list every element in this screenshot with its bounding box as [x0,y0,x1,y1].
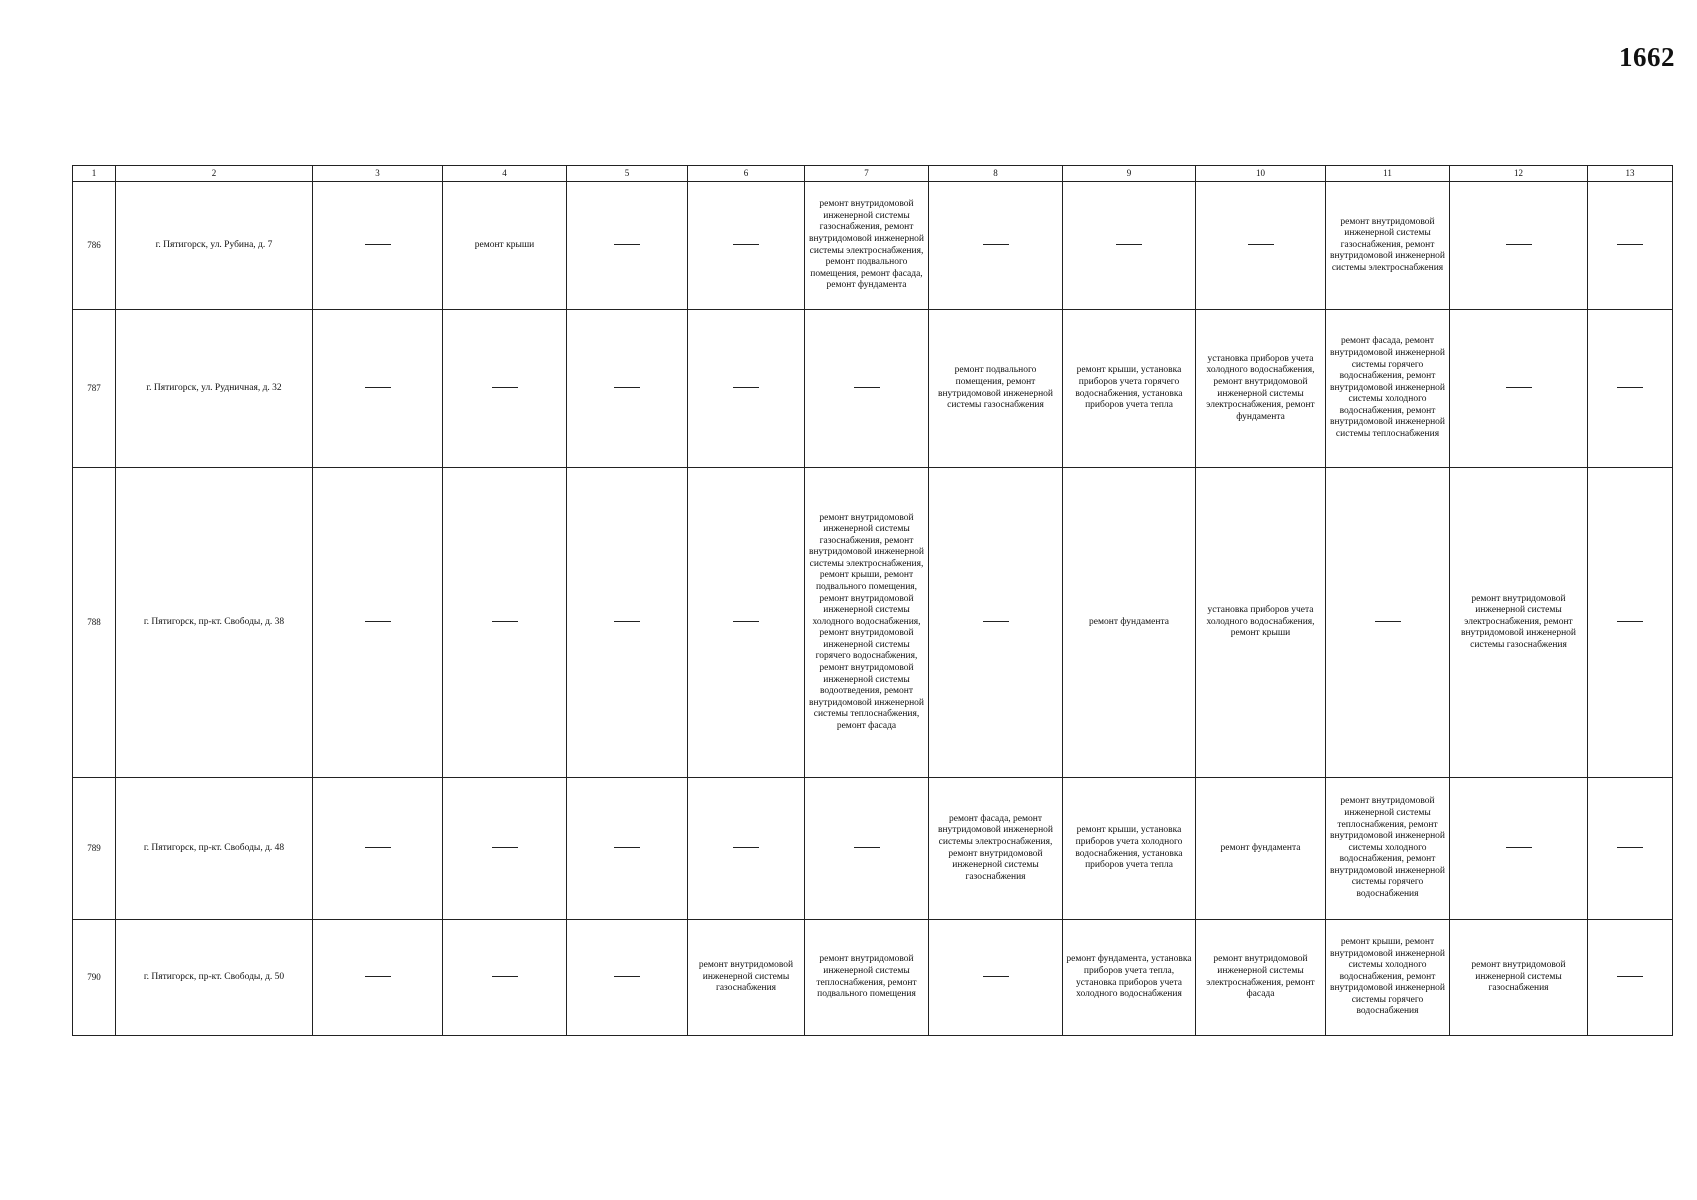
column-header: 10 [1196,166,1326,182]
dash-mark [733,387,759,388]
work-cell [688,310,805,468]
work-cell: ремонт внутридомовой инженерной системы электроснабжения, ремонт внутридомовой инженерной системы газоснабжения [1450,468,1588,778]
work-cell [567,310,688,468]
work-cell [313,310,443,468]
dash-mark [614,244,640,245]
dash-mark [1617,621,1643,622]
work-cell: ремонт подвального помещения, ремонт внутридомовой инженерной системы газоснабжения [929,310,1063,468]
work-cell [567,920,688,1036]
work-cell [1450,778,1588,920]
table-row [73,310,1673,468]
row-number: 788 [73,468,116,778]
work-cell: ремонт внутридомовой инженерной системы теплоснабжения, ремонт подвального помещения [805,920,929,1036]
work-cell [929,468,1063,778]
dash-mark [365,621,391,622]
work-cell: установка приборов учета холодного водоснабжения, ремонт внутридомовой инженерной системы электроснабжения, ремонт фундамента [1196,310,1326,468]
work-cell [805,310,929,468]
work-cell [313,182,443,310]
column-number-row [73,166,1673,182]
work-cell: ремонт внутридомовой инженерной системы теплоснабжения, ремонт внутридомовой инженерной системы холодного водоснабжения, ремонт внутридомовой инженерной системы горячего водоснабжения [1326,778,1450,920]
work-cell [688,778,805,920]
work-cell [688,182,805,310]
row-address: г. Пятигорск, пр-кт. Свободы, д. 50 [116,920,313,1036]
work-cell: ремонт фундамента [1063,468,1196,778]
work-cell [313,468,443,778]
column-header: 2 [116,166,313,182]
column-header: 8 [929,166,1063,182]
dash-mark [365,976,391,977]
work-cell [1588,920,1673,1036]
row-address: г. Пятигорск, пр-кт. Свободы, д. 48 [116,778,313,920]
row-address: г. Пятигорск, ул. Рудничная, д. 32 [116,310,313,468]
row-address: г. Пятигорск, пр-кт. Свободы, д. 38 [116,468,313,778]
dash-mark [733,621,759,622]
work-cell: ремонт внутридомовой инженерной системы газоснабжения [688,920,805,1036]
work-cell [313,778,443,920]
work-cell [1326,468,1450,778]
work-cell [1450,310,1588,468]
work-cell [567,468,688,778]
table-row [73,920,1673,1036]
work-cell [1450,182,1588,310]
work-cell [567,182,688,310]
work-cell: ремонт фасада, ремонт внутридомовой инженерной системы горячего водоснабжения, ремонт внутридомовой инженерной системы холодного водоснабжения, ремонт внутридомовой инженерной системы теплоснабжения [1326,310,1450,468]
work-cell: ремонт крыши, установка приборов учета холодного водоснабжения, установка приборов учета тепла [1063,778,1196,920]
work-cell [1588,778,1673,920]
table-row [73,468,1673,778]
work-cell [1196,182,1326,310]
dash-mark [1506,387,1532,388]
page-number: 1662 [1619,42,1675,72]
work-cell [443,920,567,1036]
work-cell: ремонт внутридомовой инженерной системы электроснабжения, ремонт фасада [1196,920,1326,1036]
repair-schedule-table [72,165,1673,1036]
work-cell [1588,310,1673,468]
dash-mark [1506,244,1532,245]
work-cell [313,920,443,1036]
dash-mark [614,621,640,622]
work-cell: ремонт внутридомовой инженерной системы газоснабжения, ремонт внутридомовой инженерной системы электроснабжения [1326,182,1450,310]
work-cell: ремонт крыши, установка приборов учета горячего водоснабжения, установка приборов учета тепла [1063,310,1196,468]
column-header: 11 [1326,166,1450,182]
dash-mark [614,847,640,848]
work-cell: ремонт крыши [443,182,567,310]
dash-mark [492,621,518,622]
work-cell: ремонт фундамента [1196,778,1326,920]
row-address: г. Пятигорск, ул. Рубина, д. 7 [116,182,313,310]
work-cell [443,310,567,468]
dash-mark [854,847,880,848]
dash-mark [492,847,518,848]
work-cell: ремонт внутридомовой инженерной системы газоснабжения [1450,920,1588,1036]
row-number: 790 [73,920,116,1036]
dash-mark [983,244,1009,245]
dash-mark [1617,387,1643,388]
dash-mark [1116,244,1142,245]
dash-mark [854,387,880,388]
work-cell [688,468,805,778]
work-cell: ремонт внутридомовой инженерной системы газоснабжения, ремонт внутридомовой инженерной системы электроснабжения, ремонт крыши, ремонт подвального помещения, ремонт внутридомовой инженерной системы холодного водоснабжения, ремонт внутридомовой инженерной системы горячего водоснабжения, ремонт внутридомовой инженерной системы водоотведения, ремонт внутридомовой инженерной системы теплоснабжения, ремонт фасада [805,468,929,778]
column-header: 7 [805,166,929,182]
work-cell [805,778,929,920]
dash-mark [365,244,391,245]
dash-mark [1617,976,1643,977]
work-cell: ремонт крыши, ремонт внутридомовой инженерной системы холодного водоснабжения, ремонт внутридомовой инженерной системы горячего водоснабжения [1326,920,1450,1036]
work-cell: установка приборов учета холодного водоснабжения, ремонт крыши [1196,468,1326,778]
column-header: 6 [688,166,805,182]
row-number: 786 [73,182,116,310]
table-row [73,778,1673,920]
column-header: 12 [1450,166,1588,182]
dash-mark [492,976,518,977]
dash-mark [1506,847,1532,848]
dash-mark [614,387,640,388]
table-row [73,182,1673,310]
dash-mark [492,387,518,388]
dash-mark [1617,847,1643,848]
column-header: 5 [567,166,688,182]
dash-mark [983,976,1009,977]
work-cell [929,182,1063,310]
dash-mark [983,621,1009,622]
dash-mark [1248,244,1274,245]
dash-mark [733,847,759,848]
work-cell [567,778,688,920]
dash-mark [365,847,391,848]
work-cell [1588,468,1673,778]
work-cell [1588,182,1673,310]
column-header: 1 [73,166,116,182]
work-cell: ремонт фасада, ремонт внутридомовой инженерной системы электроснабжения, ремонт внутридомовой инженерной системы газоснабжения [929,778,1063,920]
work-cell: ремонт фундамента, установка приборов учета тепла, установка приборов учета холодного водоснабжения [1063,920,1196,1036]
row-number: 787 [73,310,116,468]
dash-mark [733,244,759,245]
work-cell: ремонт внутридомовой инженерной системы газоснабжения, ремонт внутридомовой инженерной системы электроснабжения, ремонт подвального помещения, ремонт фасада, ремонт фундамента [805,182,929,310]
dash-mark [1617,244,1643,245]
work-cell [443,778,567,920]
dash-mark [614,976,640,977]
column-header: 4 [443,166,567,182]
work-cell [1063,182,1196,310]
work-cell [443,468,567,778]
column-header: 3 [313,166,443,182]
work-cell [929,920,1063,1036]
column-header: 13 [1588,166,1673,182]
row-number: 789 [73,778,116,920]
dash-mark [1375,621,1401,622]
dash-mark [365,387,391,388]
column-header: 9 [1063,166,1196,182]
